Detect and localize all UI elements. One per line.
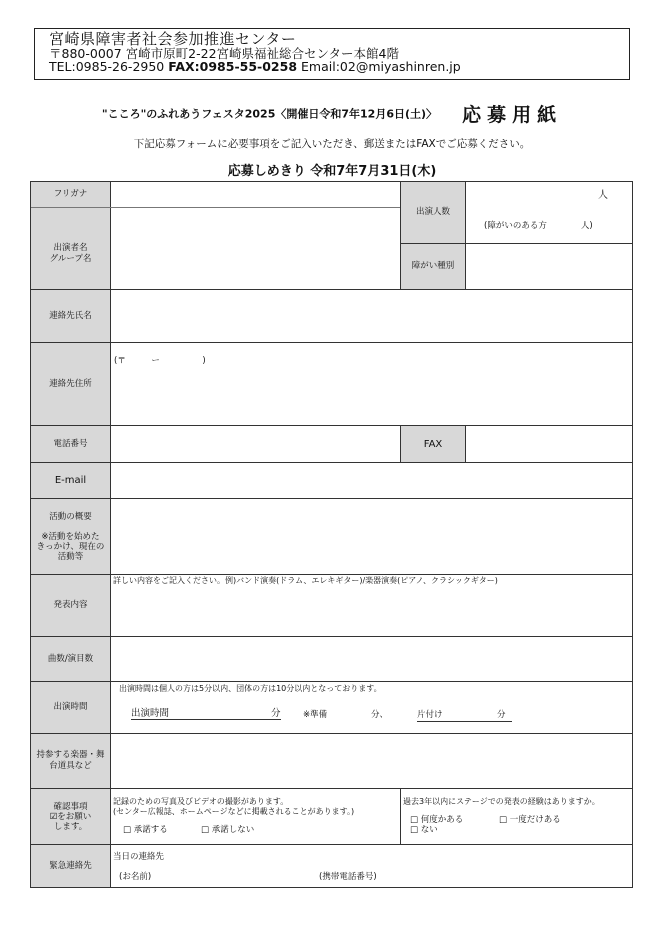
label-emergency: 緊急連絡先 — [31, 845, 110, 887]
agree-checkbox[interactable]: □ 承諾する — [123, 825, 168, 835]
stage-experience — [401, 789, 632, 844]
instruction: 下記応募フォームに必要事項をご記入いただき、郵送またはFAXでご応募ください。 — [133, 138, 531, 150]
time-field[interactable] — [111, 682, 632, 733]
stage-many-checkbox[interactable]: □ 何度かある — [410, 815, 464, 825]
label-content: 発表内容 — [31, 575, 110, 636]
equipment-field[interactable] — [111, 734, 632, 788]
label-phone: 電話番号 — [31, 426, 110, 462]
disability-type-field[interactable] — [466, 244, 632, 289]
songs-field[interactable] — [111, 637, 632, 681]
label-time: 出演時間 — [31, 682, 110, 733]
email-field[interactable] — [111, 463, 632, 498]
org-address: 〒880-0007 宮崎市原町2-22宮崎県福祉総合センター本館4階 — [49, 46, 399, 61]
fax-number: FAX:0985-55-0258 — [168, 59, 298, 74]
header-box — [34, 28, 630, 80]
festa-title: "こころ"のふれあうフェスタ2025〈開催日令和7年12月6日(土)〉 — [101, 107, 438, 121]
content-hint: 詳しい内容をご記入ください。例)バンド演奏(ドラム、エレキギター)/楽器演奏(ピアノ、クラシックギター) — [113, 576, 498, 585]
label-disability-type: 障がい種別 — [401, 244, 465, 289]
form-heading: 応募用紙 — [462, 104, 563, 126]
day-contact: 当日の連絡先 — [113, 852, 165, 862]
cleanup-unit: 分 — [497, 710, 506, 720]
stage-question: 過去3年以内にステージでの発表の経験はありますか。 — [403, 797, 600, 806]
prep-unit: 分、 — [371, 710, 389, 720]
count-disabled: (障がいのある方 人) — [484, 221, 593, 231]
label-furigana: フリガナ — [31, 182, 110, 207]
email-address: Email:02@miyashinren.jp — [301, 59, 461, 74]
emergency-field[interactable] — [111, 845, 632, 887]
contact-person: (お名前) — [119, 872, 152, 882]
time-note: 出演時間は個人の方は5分以内、団体の方は10分以内となっております。 — [119, 684, 382, 693]
fax-field[interactable] — [466, 426, 632, 462]
org-name: 宮崎県障害者社会参加推進センター — [49, 30, 297, 48]
count-unit: 人 — [598, 190, 608, 201]
label-performer-count: 出演人数 — [401, 182, 465, 243]
performer-count-field[interactable] — [466, 182, 632, 243]
stage-none-checkbox[interactable]: □ ない — [410, 825, 438, 835]
content-field[interactable] — [111, 575, 632, 636]
label-performer-name: 出演者名 グループ名 — [31, 208, 110, 289]
stage-once-checkbox[interactable]: □ 一度だけある — [499, 815, 561, 825]
form-title — [0, 100, 664, 127]
divider — [400, 181, 401, 290]
contact-name-field[interactable] — [111, 290, 632, 342]
label-contact-address: 連絡先住所 — [31, 343, 110, 425]
contact-address-field[interactable] — [111, 343, 632, 425]
photo-consent — [111, 789, 400, 844]
cleanup-label: 片付け — [417, 710, 512, 722]
label-contact-name: 連絡先氏名 — [31, 290, 110, 342]
contact-line — [49, 60, 629, 74]
label-fax: FAX — [401, 426, 465, 462]
activity-field[interactable] — [111, 499, 632, 574]
label-songs: 曲数/演目数 — [31, 637, 110, 681]
label-equipment: 持参する楽器・舞 台道具など — [31, 734, 110, 788]
prep-label: ※準備 — [303, 710, 328, 720]
disagree-checkbox[interactable]: □ 承諾しない — [201, 825, 255, 835]
tel: TEL:0985-26-2950 — [49, 59, 165, 74]
phone-field[interactable] — [111, 426, 400, 462]
label-activity: 活動の概要 ※活動を始めた きっかけ、現在の 活動等 — [31, 499, 110, 574]
photo-line-2: (センター広報誌、ホームページなどに掲載されることがあります。) — [113, 807, 355, 816]
time-label: 出演時間 分 — [131, 708, 281, 719]
furigana-field[interactable] — [111, 182, 400, 207]
photo-line-1: 記録のための写真及びビデオの撮影があります。 — [113, 797, 289, 806]
deadline: 応募しめきり 令和7年7月31日(木) — [227, 164, 437, 179]
performer-name-field[interactable] — [111, 208, 400, 289]
label-email: E-mail — [31, 463, 110, 498]
postal-code: (〒 ー ) — [114, 356, 206, 366]
label-confirm: 確認事項 ☑をお願い します。 — [31, 789, 110, 844]
contact-mobile: (携帯電話番号) — [319, 872, 377, 882]
divider — [400, 425, 401, 463]
